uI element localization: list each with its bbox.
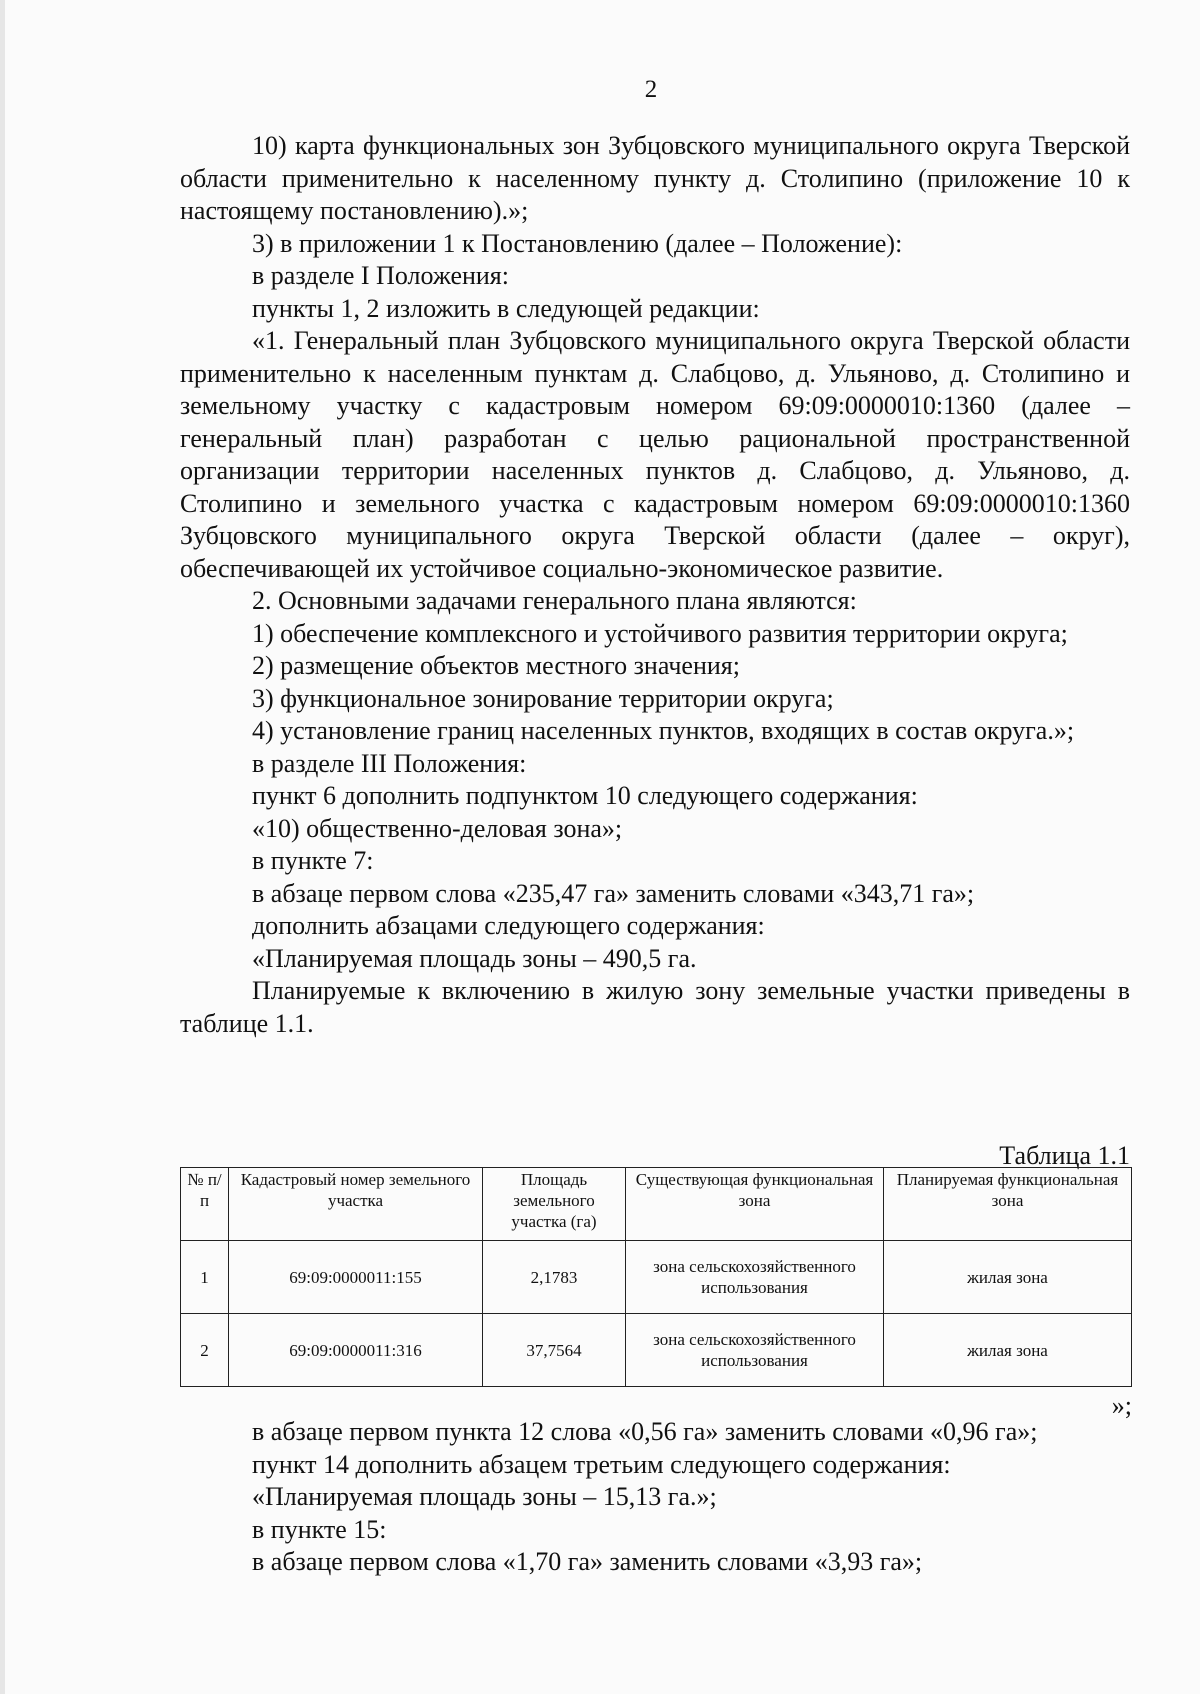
- paragraph: в абзаце первом слова «1,70 га» заменить словами «3,93 га»;: [252, 1547, 923, 1576]
- paragraph: «1. Генеральный план Зубцовского муниципального округа Тверской области применительно к населенным пунктам д. Слабцово, д. Ульяново, д. Столипино и земельному участку с кадастровым номером 69:09:0000010:1360 (далее – генеральный план) разработан с целью рациональной пространственной организации территории населенных пунктов д. Слабцово, д. Ульяново, д. Столипино и земельного участка с кадастровым номером 69:09:0000010:1360 Зубцовского муниципального округа Тверской области (далее – округ), обеспечивающей их устойчивое социально-экономическое развитие.: [180, 326, 1130, 583]
- table-cell: жилая зона: [884, 1241, 1132, 1314]
- table-header-cell: Планируемая функциональная зона: [884, 1168, 1132, 1241]
- paragraph: пункт 14 дополнить абзацем третьим следующего содержания:: [252, 1449, 951, 1479]
- body-text-lower: [180, 1416, 1130, 1579]
- table-header-cell: Кадастровый номер земельного участка: [229, 1168, 483, 1241]
- table-header-cell: Существующая функциональная зона: [626, 1168, 884, 1241]
- table-cell: 1: [181, 1241, 229, 1314]
- paragraph: 3) функциональное зонирование территории округа;: [252, 683, 834, 713]
- table-header-row: [181, 1168, 1132, 1241]
- paragraph: пункты 1, 2 изложить в следующей редакции:: [252, 293, 760, 323]
- table-cell: 2: [181, 1314, 229, 1387]
- page-number: 2: [644, 76, 658, 103]
- paragraph: «Планируемая площадь зоны – 15,13 га.»;: [252, 1482, 717, 1511]
- paragraph: 4) установление границ населенных пунктов, входящих в состав округа.»;: [252, 716, 1075, 745]
- table-cell: жилая зона: [884, 1314, 1132, 1387]
- paragraph: дополнить абзацами следующего содержания:: [252, 911, 765, 940]
- table-header-cell: № п/п: [181, 1168, 229, 1241]
- paragraph: в абзаце первом пункта 12 слова «0,56 га» заменить словами «0,96 га»;: [252, 1417, 1038, 1446]
- paragraph: в разделе I Положения:: [252, 261, 509, 290]
- paragraph: в разделе III Положения:: [252, 748, 527, 778]
- table-cell: зона сельскохозяйственного использования: [626, 1241, 884, 1314]
- scan-edge: [0, 0, 5, 1694]
- table-row: [181, 1314, 1132, 1387]
- paragraph: 3) в приложении 1 к Постановлению (далее – Положение):: [252, 228, 903, 258]
- table-closing-quote: »;: [1111, 1391, 1132, 1420]
- table-caption: Таблица 1.1: [999, 1141, 1130, 1170]
- paragraph: в абзаце первом слова «235,47 га» заменить словами «343,71 га»;: [252, 878, 975, 908]
- paragraph: пункт 6 дополнить подпунктом 10 следующего содержания:: [252, 781, 918, 810]
- paragraph: 2) размещение объектов местного значения;: [252, 651, 740, 680]
- paragraph: 2. Основными задачами генерального плана являются:: [252, 586, 857, 615]
- table-cell: зона сельскохозяйственного использования: [626, 1314, 884, 1387]
- paragraph: в пункте 15:: [252, 1514, 387, 1544]
- table-cell: 37,7564: [483, 1314, 626, 1387]
- table-header-cell: Площадь земельного участка (га): [483, 1168, 626, 1241]
- table-cell: 69:09:0000011:155: [229, 1241, 483, 1314]
- paragraph: в пункте 7:: [252, 846, 374, 875]
- paragraph: 10) карта функциональных зон Зубцовского муниципального округа Тверской области применительно к населенному пункту д. Столипино (приложение 10 к настоящему постановлению).»;: [180, 131, 1130, 225]
- paragraph: «Планируемая площадь зоны – 490,5 га.: [252, 943, 697, 973]
- land-plots-table: [180, 1167, 1132, 1387]
- paragraph: 1) обеспечение комплексного и устойчивого развития территории округа;: [252, 618, 1068, 648]
- table-row: [181, 1241, 1132, 1314]
- paragraph: Планируемые к включению в жилую зону земельные участки приведены в таблице 1.1.: [180, 976, 1130, 1038]
- paragraph: «10) общественно-деловая зона»;: [252, 813, 623, 843]
- table-cell: 69:09:0000011:316: [229, 1314, 483, 1387]
- table-cell: 2,1783: [483, 1241, 626, 1314]
- body-text-upper: [180, 130, 1130, 1040]
